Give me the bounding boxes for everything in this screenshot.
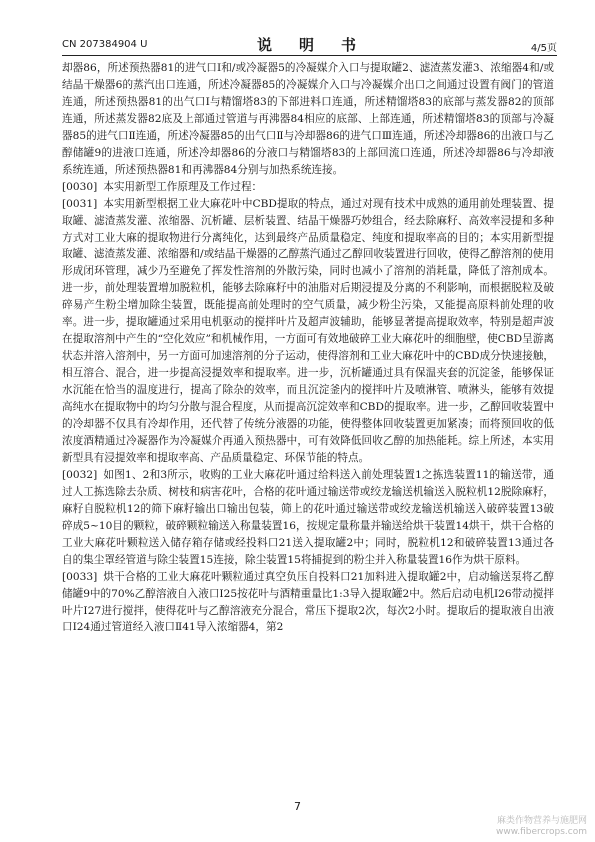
paragraph-number: [0031] [62, 197, 98, 210]
paragraph-number: [0032] [62, 468, 98, 481]
paragraph-0031 [62, 196, 554, 467]
paragraph-0032 [62, 467, 554, 569]
document-title: 说 明 书 [256, 36, 362, 54]
paragraph-0030 [62, 179, 554, 196]
paragraph-continued [62, 60, 554, 179]
patent-number: CN 207384904 U [62, 39, 148, 50]
paragraph-text: 烘干合格的工业大麻花叶颗粒通过真空负压自投料口21加料进入提取罐2中，启动输送泵将乙醇储罐9中的70%乙醇溶液自入液口Ⅰ25按花叶与酒精重量比1:3导入提取罐2中。然后启动电机Ⅰ26带动搅拌叶片Ⅰ27进行搅拌，使得花叶与乙醇溶液充分混合，常压下提取2次，每次2小时。提取后的提取液自出液口Ⅰ24通过管道经入液口Ⅱ41导入浓缩器4，第2 [62, 570, 554, 634]
paragraph-0033 [62, 569, 554, 637]
watermark-url: www.fibercrops.com [496, 827, 587, 837]
page-header [62, 33, 557, 56]
page-indicator: 4/5页 [530, 43, 557, 54]
site-watermark [496, 816, 587, 838]
page-number: 7 [294, 800, 301, 813]
paragraph-number: [0033] [62, 570, 98, 583]
paragraph-text: 却器86，所述预热器81的进气口Ⅰ和/或冷凝器5的冷凝媒介入口与提取罐2、滤渣蒸发灌3、浓缩器4和/或结晶干燥器6的蒸汽出口连通，所述冷凝器85的冷凝媒介入口与冷凝媒介出口之间通过设置有阀门的管道连通，所述预热器81的出气口Ⅰ与精馏塔83的下部进料口连通，所述精馏塔83的底部与蒸发器82的顶部连通，所述蒸发器82底及上部通过管道与再沸器84相应的底部、上部连通，所述精馏塔83的顶部与冷凝器85的进气口Ⅱ连通，所述冷凝器85的出气口Ⅱ与冷却器86的进气口Ⅲ连通，所述冷却器86的出液口与乙醇储罐9的进液口连通，所述冷却器86的分液口与精馏塔83的上部回流口连通，所述冷却器86与冷却液系统连通，所述预热器81和再沸器84分别与加热系统连接。 [62, 62, 554, 176]
paragraph-text: 本实用新型根据工业大麻花叶中CBD提取的特点，通过对现有技术中成熟的通用前处理装置、提取罐、滤渣蒸发灌、浓缩器、沉析罐、层析装置、结晶干燥器巧妙组合，经去除麻籽、高效率浸提和多种方式对工业大麻的提取物进行分离纯化，达到最终产品质量稳定、纯度和提取率高的目的；本实用新型提取罐、滤渣蒸发灌、浓缩器和/或结晶干燥器的乙醇蒸汽通过乙醇回收装置进行回收，使得乙醇溶剂的使用形成闭环管理，减少乃至避免了挥发性溶剂的外散污染，同时也减小了溶剂的消耗量，降低了溶剂成本。进一步，前处理装置增加脱粒机，能够去除麻籽中的油脂对后期浸提及分离的不利影响，而根据脱粒及破碎易产生粉尘增加除尘装置，既能提高前处理时的空气质量，减少粉尘污染，又能提高原料前处理的收率。进一步，提取罐通过采用电机驱动的搅拌叶片及超声波辅助，能够显著提高提取效率，特别是超声波在提取溶剂中产生的“空化效应”和机械作用，一方面可有效地破碎工业大麻花叶的细胞壁，使CBD呈游离状态并溶入溶剂中，另一方面可加速溶剂的分子运动，使得溶剂和工业大麻花叶中的CBD成分快速接触，相互溶合、混合，进一步提高浸提效率和提取率。进一步，沉析罐通过具有保温夹套的沉淀釜，能够保证水沉能在恰当的温度进行，提高了除杂的效率，而且沉淀釜内的搅拌叶片及喷淋管、喷淋头，能够有效提高纯水在提取物中的均匀分散与混合程度，从而提高沉淀效率和CBD的提取率。进一步，乙醇回收装置中的冷却器不仅具有冷却作用，还代替了传统分液器的功能，使得整体回收装置更加紧凑；而将预回收的低浓度酒精通过冷凝器作为冷凝媒介再通入预热器中，可有效降低回收乙醇的加热能耗。综上所述，本实用新型具有浸提效率和提取率高、产品质量稳定、环保节能的特点。 [62, 197, 554, 464]
paragraph-text: 本实用新型工作原理及工作过程： [103, 180, 263, 193]
document-body [62, 60, 554, 636]
watermark-name: 麻类作物营养与施肥网 [496, 816, 587, 826]
paragraph-text: 如图1、2和3所示，收购的工业大麻花叶通过给料送入前处理装置1之拣选装置11的输送带，通过人工拣选除去杂质、树枝和病害花叶，合格的花叶通过输送带或绞龙输送机输送入脱粒机12脱除麻籽，麻籽自脱粒机12的筛下麻籽输出口输出包装，筛上的花叶通过输送带或绞龙输送机输送入破碎装置13破碎成5~10目的颗粒，破碎颗粒输送入称量装置16，按规定量称量并输送给烘干装置14烘干，烘干合格的工业大麻花叶颗粒送入储存箱存储或经投料口21送入提取罐2中；同时，脱粒机12和破碎装置13通过各自的集尘罩经管道与除尘装置15连接，除尘装置15将捕捉到的粉尘并入称量装置16作为烘干原料。 [62, 468, 554, 566]
paragraph-number: [0030] [62, 180, 98, 193]
